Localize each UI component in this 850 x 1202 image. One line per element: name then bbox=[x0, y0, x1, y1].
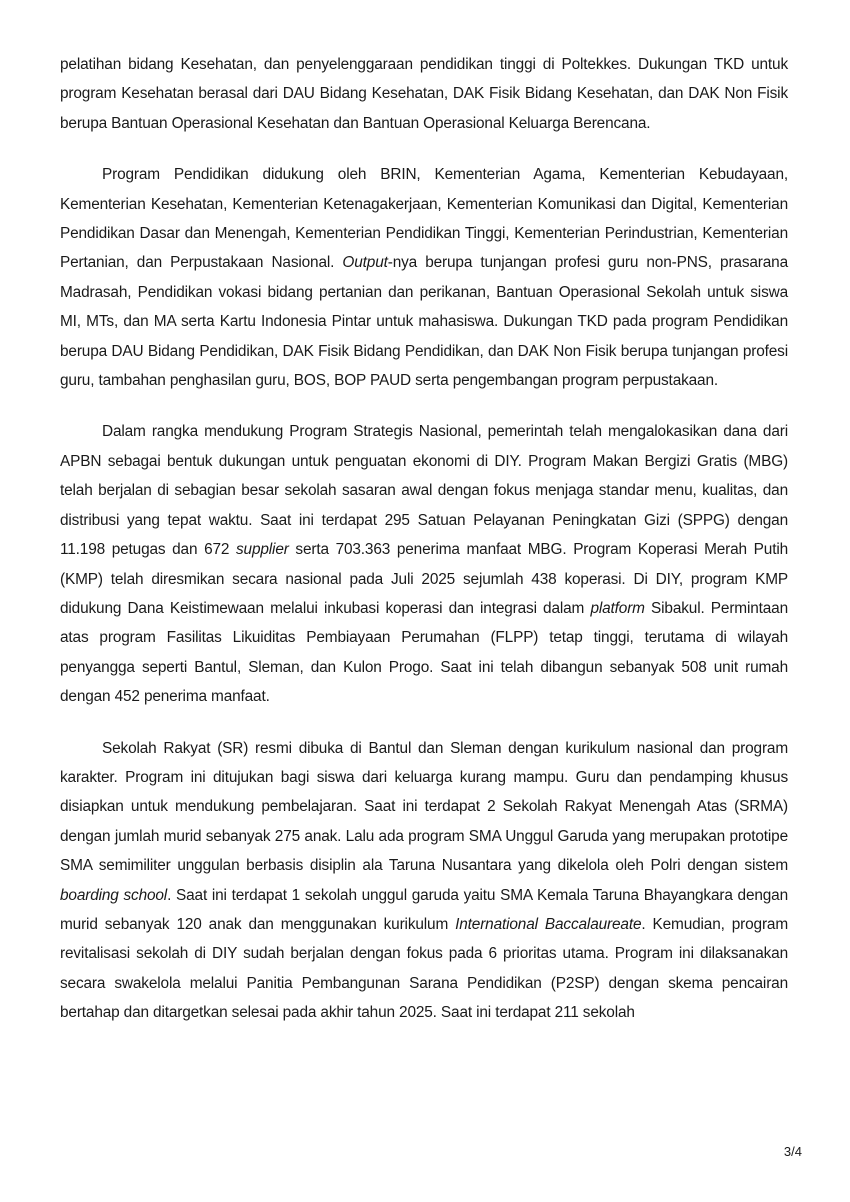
italic-term: Output bbox=[342, 254, 388, 272]
italic-term: supplier bbox=[236, 541, 289, 559]
paragraph-health-support bbox=[60, 50, 788, 138]
italic-term: boarding school bbox=[60, 886, 168, 904]
text-segment: . Saat ini terdapat 1 sekolah unggul garuda yaitu SMA Kemala Taruna Bhayangkara dengan murid sebanyak 120 anak dan menggunakan kurikulum bbox=[60, 886, 789, 933]
paragraph-national-strategic-program bbox=[60, 417, 788, 711]
italic-term: platform bbox=[590, 599, 645, 617]
text-segment: pelatihan bidang Kesehatan, dan penyelenggaraan pendidikan tinggi di Poltekkes. Dukungan TKD untuk program Kesehatan berasal dari DAU Bidang Kesehatan, DAK Fisik Bidang Kesehatan, dan DAK Non Fisik berupa Bantuan Operasional Kesehatan dan Bantuan Operasional Keluarga Berencana. bbox=[60, 56, 788, 132]
page-number: 3/4 bbox=[783, 1144, 802, 1159]
italic-term: International Baccalaureate bbox=[455, 915, 642, 933]
paragraph-education-program bbox=[60, 160, 788, 395]
text-segment: Program Pendidikan didukung oleh BRIN, Kementerian Agama, Kementerian Kebudayaan, Kementerian Kesehatan, Kementerian Ketenagakerjaan, Kementerian Komunikasi dan Digital, Kementerian Pendidikan Dasar dan Menengah, Kementerian Pendidikan Tinggi, Kementerian Perindustrian, Kementerian Pertanian, dan Perpustakaan Nasional. bbox=[60, 166, 788, 272]
text-segment: Sekolah Rakyat (SR) resmi dibuka di Bantul dan Sleman dengan kurikulum nasional dan program karakter. Program ini ditujukan bagi siswa dari keluarga kurang mampu. Guru dan pendamping khusus disiapkan untuk mendukung pembelajaran. Saat ini terdapat 2 Sekolah Rakyat Menengah Atas (SRMA) dengan jumlah murid sebanyak 275 anak. Lalu ada program SMA Unggul Garuda yang merupakan prototipe SMA semimiliter unggulan berbasis disiplin ala Taruna Nusantara yang dikelola oleh Polri dengan sistem bbox=[60, 739, 788, 875]
text-segment: -nya berupa tunjangan profesi guru non-PNS, prasarana Madrasah, Pendidikan vokasi bidang pertanian dan perikanan, Bantuan Operasional Sekolah untuk siswa MI, MTs, dan MA serta Kartu Indonesia Pintar untuk mahasiswa. Dukungan TKD pada program Pendidikan berupa DAU Bidang Pendidikan, DAK Fisik Bidang Pendidikan, dan DAK Non Fisik berupa tunjangan profesi guru, tambahan penghasilan guru, BOS, BOP PAUD serta pengembangan program perpustakaan. bbox=[60, 254, 788, 390]
text-segment: Dalam rangka mendukung Program Strategis Nasional, pemerintah telah mengalokasikan dana dari APBN sebagai bentuk dukungan untuk penguatan ekonomi di DIY. Program Makan Bergizi Gratis (MBG) telah berjalan di sebagian besar sekolah sasaran awal dengan fokus menjaga standar menu, kualitas, dan distribusi yang tepat waktu. Saat ini terdapat 295 Satuan Pelayanan Peningkatan Gizi (SPPG) dengan 11.198 petugas dan 672 bbox=[60, 423, 788, 559]
document-page bbox=[60, 50, 788, 1050]
paragraph-sekolah-rakyat bbox=[60, 734, 788, 1028]
text-segment: . Kemudian, program revitalisasi sekolah di DIY sudah berjalan dengan fokus pada 6 prioritas utama. Program ini dilaksanakan secara swakelola melalui Panitia Pembangunan Sarana Pendidikan (P2SP) dengan skema pencairan bertahap dan ditargetkan selesai pada akhir tahun 2025. Saat ini terdapat 211 sekolah bbox=[60, 915, 788, 1022]
text-segment: Sibakul. Permintaan atas program Fasilitas Likuiditas Pembiayaan Perumahan (FLPP) tetap tinggi, terutama di wilayah penyangga seperti Bantul, Sleman, dan Kulon Progo. Saat ini telah dibangun sebanyak 508 unit rumah dengan 452 penerima manfaat. bbox=[60, 599, 788, 706]
text-segment: serta 703.363 penerima manfaat MBG. Program Koperasi Merah Putih (KMP) telah diresmikan secara nasional pada Juli 2025 sejumlah 438 koperasi. Di DIY, program KMP didukung Dana Keistimewaan melalui inkubasi koperasi dan integrasi dalam bbox=[60, 541, 788, 617]
